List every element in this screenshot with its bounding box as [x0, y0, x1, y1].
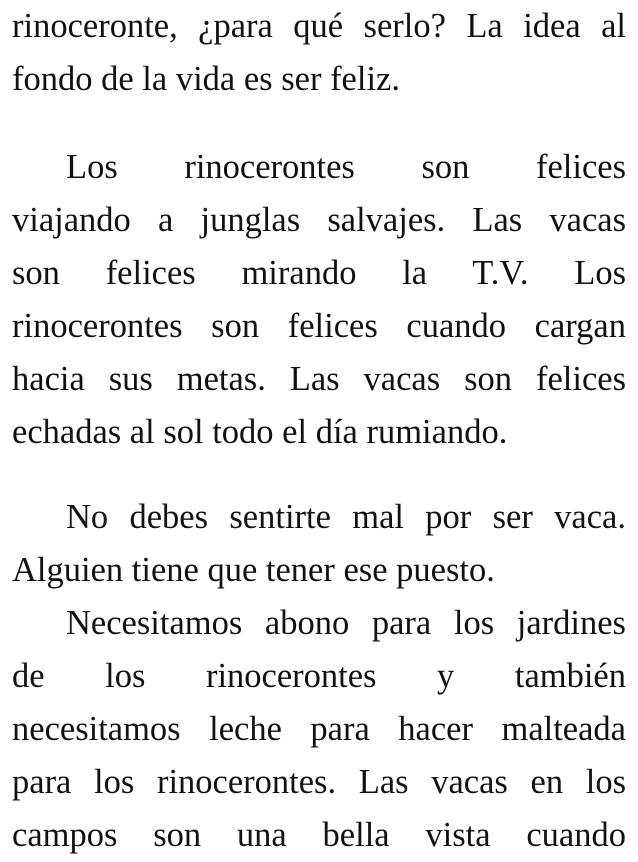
text-line: Alguien tiene que tener ese puesto.: [12, 551, 495, 589]
text-line: necesitamos leche para hacer malteada: [12, 710, 626, 748]
text-line: Necesitamos abono para los jardines: [66, 604, 626, 642]
text-line: campos son una bella vista cuando: [12, 816, 626, 854]
text-line: echadas al sol todo el día rumiando.: [12, 413, 508, 451]
paragraph-spacer: [12, 106, 626, 141]
text-line: fondo de la vida es ser feliz.: [12, 60, 400, 98]
text-line: viajando a junglas salvajes. Las vacas: [12, 201, 626, 239]
text-line: rinoceronte, ¿para qué serlo? La idea al: [12, 7, 626, 45]
paragraph-4: [12, 597, 626, 862]
text-line: de los rinocerontes y también: [12, 657, 626, 695]
paragraph-spacer: [12, 459, 626, 491]
text-line: para los rinocerontes. Las vacas en los: [12, 763, 626, 801]
document-page: [12, 0, 626, 862]
text-line: No debes sentirte mal por ser vaca.: [66, 498, 626, 536]
text-line: son felices mirando la T.V. Los: [12, 254, 626, 292]
paragraph-1: [12, 0, 626, 106]
text-line: rinocerontes son felices cuando cargan: [12, 307, 626, 345]
text-line: hacia sus metas. Las vacas son felices: [12, 360, 626, 398]
text-line: Los rinocerontes son felices: [66, 148, 626, 186]
paragraph-2: [12, 141, 626, 459]
paragraph-3: [12, 491, 626, 597]
